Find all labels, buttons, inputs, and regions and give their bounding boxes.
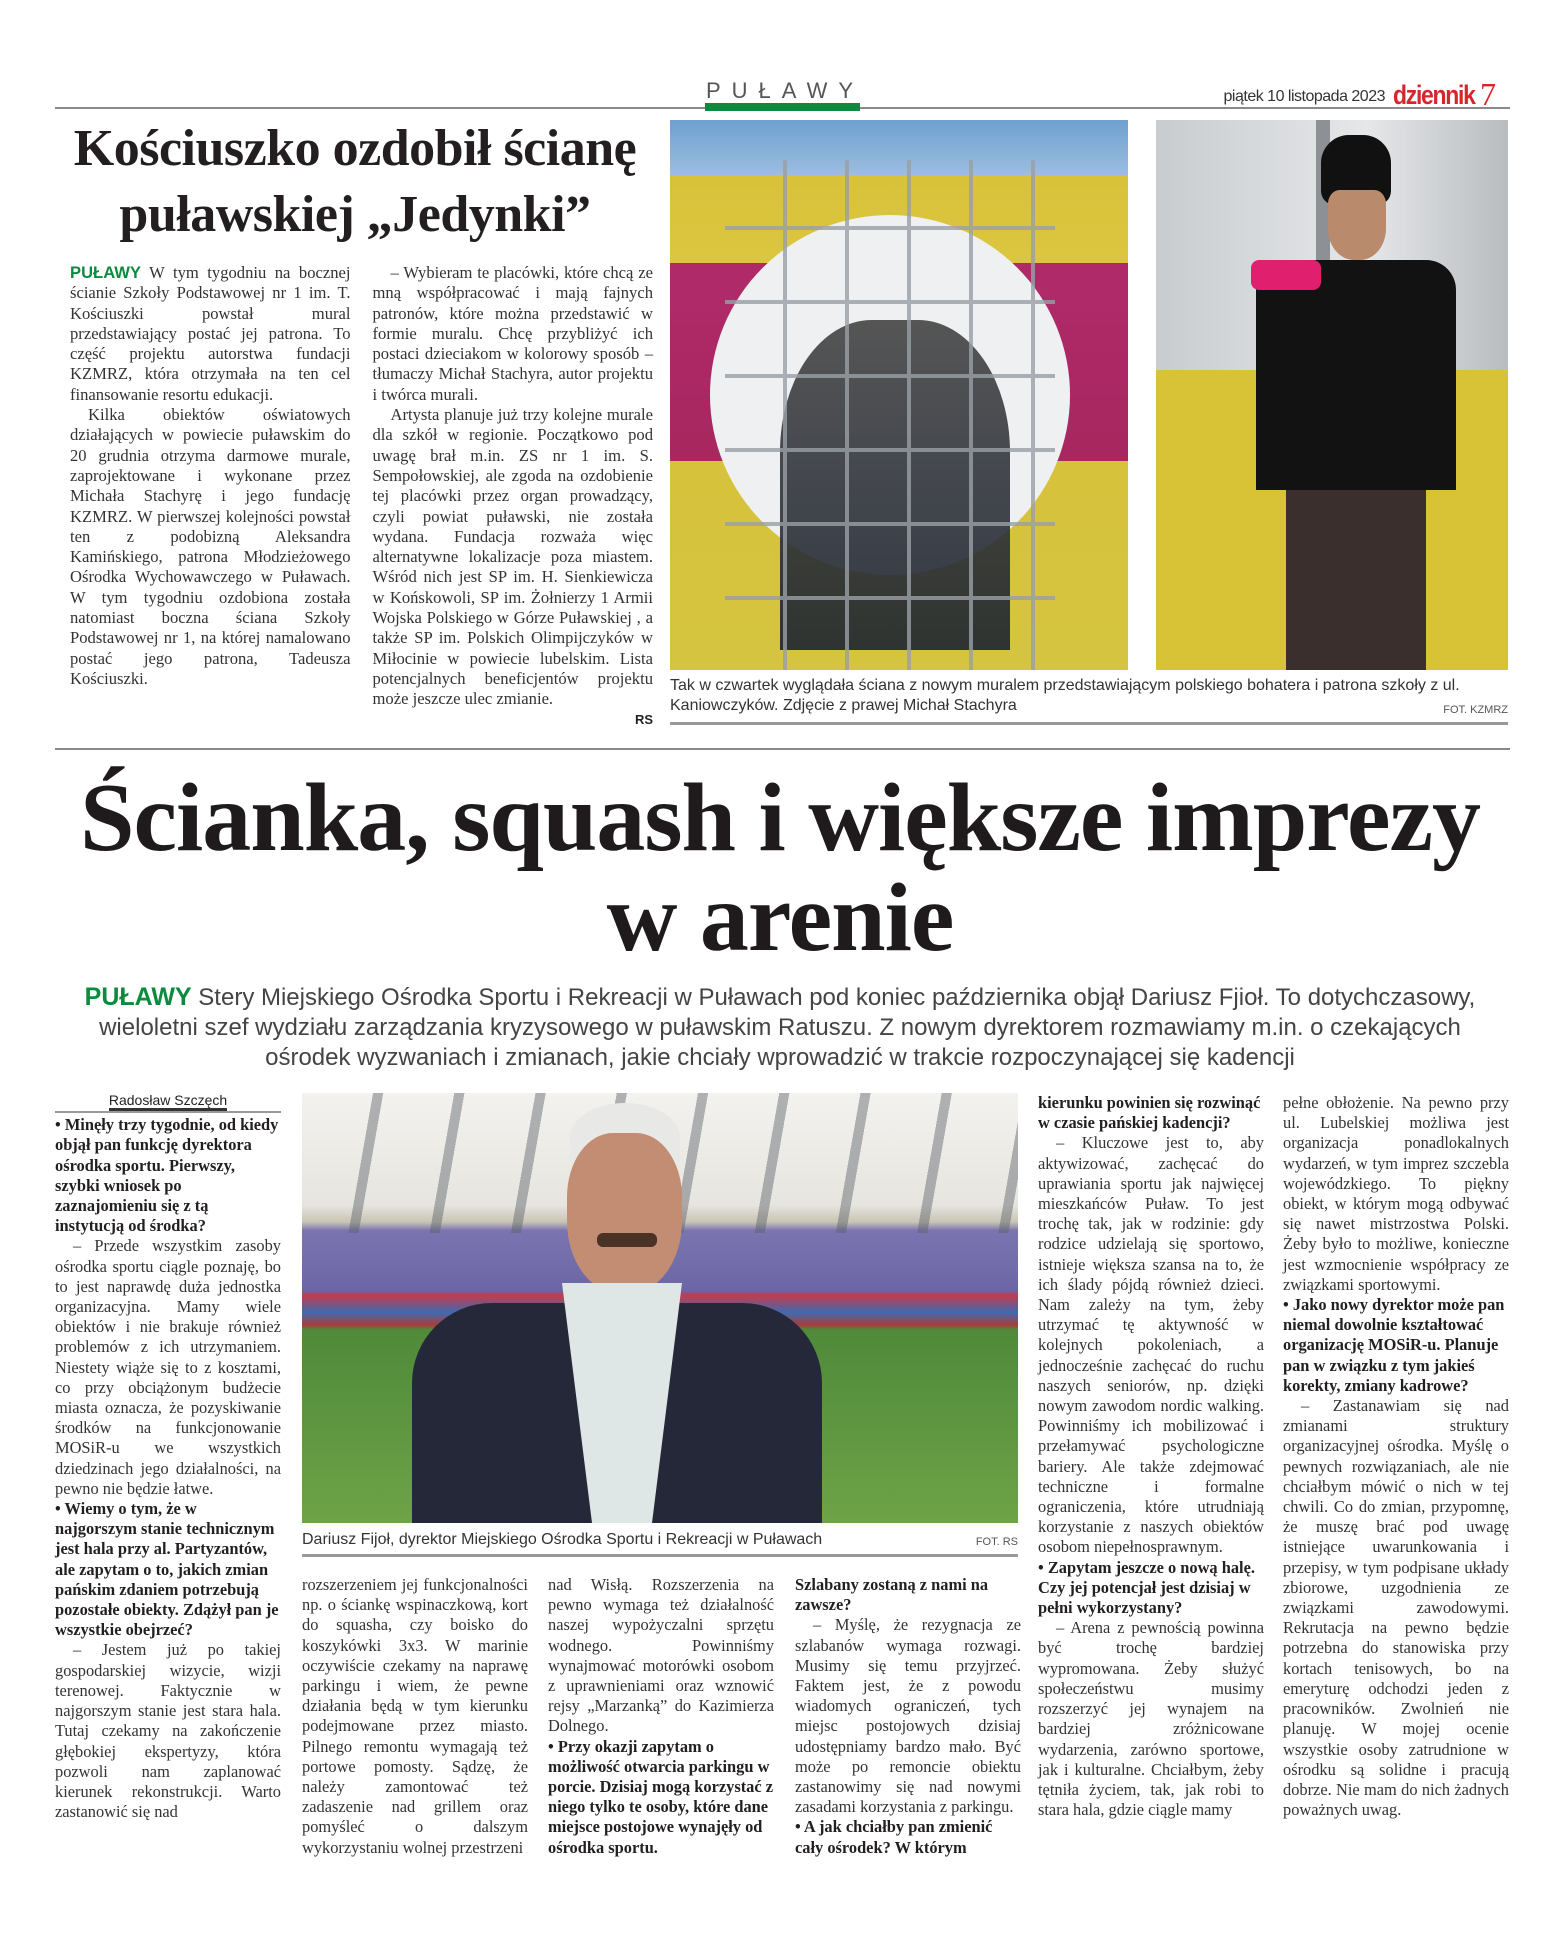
article2-dek bbox=[60, 982, 1500, 1073]
caption-rule-2 bbox=[302, 1554, 1018, 1557]
author-name: Radosław Szczęch bbox=[109, 1092, 227, 1111]
article1-headline: Kościuszko ozdobił ścianę puławskiej „Jedynki” bbox=[73, 120, 637, 243]
interview-answer: nad Wisłą. Rozszerzenia na pewno wymaga też działalność naszej wypożyczalni sprzętu wodnego. Powinniśmy wynajmować motorówki osobom z uprawnieniami oraz wznowić rejsy „Marzanką” do Kazimierza Dolnego. bbox=[548, 1575, 774, 1736]
article2-lead-place: PUŁAWY bbox=[84, 983, 192, 1011]
interview-column-6 bbox=[1283, 1093, 1509, 1820]
mural-photo-caption: Tak w czwartek wyglądała ściana z nowym muralem przedstawiającym polskiego bohatera i patrona szkoły z ul. Kaniowczyków. Zdjęcie z prawej Michał Stachyra bbox=[670, 677, 1460, 714]
director-photo-caption: Dariusz Fijoł, dyrektor Miejskiego Ośrodka Sportu i Rekreacji w Puławach bbox=[302, 1531, 823, 1548]
article1-paragraph-text: W tym tygodniu na bocznej ścianie Szkoły Podstawowej nr 1 im. T. Kościuszki powstał mural przedstawiający postać jej patrona. To część projektu autorstwa fundacji KZMRZ, która otrzymała na ten cel finansowanie resortu edukacji. bbox=[70, 263, 351, 404]
newspaper-logo: dziennik bbox=[1393, 80, 1475, 110]
mural-photo bbox=[670, 120, 1128, 670]
interview-question: • Przy okazji zapytam o możliwość otwarcia parkingu w porcie. Dzisiaj mogą korzystać z niego tylko te osoby, które dane miejsce postojowe wynajęły od ośrodka sportu. bbox=[548, 1736, 774, 1857]
interview-question: • A jak chciałby pan zmienić cały ośrodek? W którym bbox=[795, 1817, 993, 1857]
interview-column-5 bbox=[1038, 1093, 1264, 1820]
byline bbox=[55, 1090, 281, 1113]
section-underline bbox=[705, 103, 860, 111]
interview-question: • Jako nowy dyrektor może pan niemal dowolnie kształtować organizację MOSiR-u. Planuje pan w związku z tym jakieś korekty, zmiany kadrowe? bbox=[1283, 1295, 1505, 1395]
interview-column-4 bbox=[795, 1575, 1021, 1858]
interview-question: • Minęły trzy tygodnie, od kiedy objął pan funkcję dyrektora ośrodka sportu. Pierwszy, szybki wniosek po zaznajomieniu się z tą instytucją od środka? bbox=[55, 1115, 279, 1236]
interview-answer: pełne obłożenie. Na pewno przy ul. Lubelskiej możliwa jest organizacja ponadlokalnych wydarzeń, w tym imprez szczebla wojewódzkiego. To piękny obiekt, w którym mogą odbywać się nawet mistrzostwa Polski. Żeby było to możliwe, konieczne jest wzmocnienie współpracy ze związkami sportowymi. bbox=[1283, 1093, 1509, 1294]
artist-photo bbox=[1156, 120, 1508, 670]
article1 bbox=[70, 263, 653, 727]
interview-question: • Zapytam jeszcze o nową halę. Czy jej potencjał jest dzisiaj w pełni wykorzystany? bbox=[1038, 1557, 1255, 1618]
interview-answer: – Myślę, że rezygnacja ze szlabanów wymaga rozwagi. Musimy się temu przyjrzeć. Faktem jest, że z powodu wiadomych ograniczeń, tych miejsc postojowych dzisiaj udostępniamy bardzo mało. Być może po remoncie obiektu zastanowimy się nad nowymi zasadami korzystania z parkingu. bbox=[795, 1615, 1021, 1817]
mural-photo-credit: FOT. KZMRZ bbox=[1443, 704, 1508, 716]
interview-column-2 bbox=[302, 1575, 528, 1858]
interview-question: kierunku powinien się rozwinąć w czasie pańskiej kadencji? bbox=[1038, 1093, 1261, 1133]
interview-column-3 bbox=[548, 1575, 774, 1858]
interview-question: • Wiemy o tym, że w najgorszym stanie technicznym jest hala przy al. Partyzantów, ale zapytam o to, jakich zmian pańskim zdaniem potrzebują pozostałe obiekty. Zdążył pan je wszystkie obejrzeć? bbox=[55, 1499, 279, 1640]
caption-rule bbox=[670, 722, 1508, 725]
article-divider bbox=[55, 748, 1510, 750]
article1-paragraph bbox=[70, 263, 351, 405]
section-label: PUŁAWY bbox=[705, 78, 865, 103]
interview-answer: rozszerzeniem jej funkcjonalności np. o ściankę wspinaczkową, kort do squasha, czy boisko do koszykówki 3x3. W marinie oczywiście czekamy na naprawę parkingu i wiem, że pewne działania będą w tym kierunku podejmowane przez miasto. Pilnego remontu wymagają też portowe pomosty. Sądzę, że należy zamontować też zadaszenie nad grillem oraz pomyśleć o dalszym wykorzystaniu wolnej przestrzeni bbox=[302, 1575, 528, 1857]
article1-lead-place: PUŁAWY bbox=[70, 263, 141, 282]
issue-date: piątek 10 listopada 2023 bbox=[1223, 88, 1385, 105]
article2-dek-text: Stery Miejskiego Ośrodka Sportu i Rekreacji w Puławach pod koniec października objął Dariusz Fjioł. To dotychczasowy, wieloletni szef wydziału zarządzania kryzysowego w puławskim Ratuszu. Z nowym dyrektorem rozmawiamy m.in. o czekających ośrodek wyzwaniach i zmianach, jakie chciały wprowadzić w trakcie rozpoczynającej się kadencji bbox=[99, 984, 1476, 1071]
page-number: 7 bbox=[1480, 76, 1496, 112]
director-photo bbox=[302, 1093, 1018, 1523]
article1-body bbox=[70, 263, 653, 710]
article1-signature: RS bbox=[634, 711, 653, 727]
article2-headline: Ścianka, squash i większe imprezy w arenie bbox=[80, 764, 1480, 972]
interview-answer: – Przede wszystkim zasoby ośrodka sportu ciągle poznaję, bo to jest naprawdę duża jednostka organizacyjna. Mamy wiele obiektów i nie brakuje również problemów z ich utrzymaniem. Niestety wiąże się to z kosztami, co przy obciążonym budżecie miasta oznacza, że pozyskiwanie środków na funkcjonowanie MOSiR-u we wszystkich dziedzinach jego działalności, na pewno nie będzie łatwe. bbox=[55, 1236, 281, 1498]
article1-paragraph: Kilka obiektów oświatowych działających w powiecie puławskim do 20 grudnia otrzyma darmowe murale, zaprojektowane i wykonane przez Michała Stachyrę i jego fundację KZMRZ. W pierwszej kolejności powstał ten z podobizną Aleksandra Kamińskiego, patrona Młodzieżowego Ośrodka Wychowawczego w Puławach. W tym tygodniu ozdobiona została natomiast boczna ściana Szkoły Podstawowej nr 1, na której namalowano postać jego patrona, Tadeusza Kościuszki. bbox=[70, 405, 351, 688]
interview-answer: – Zastanawiam się nad zmianami struktury organizacyjnej ośrodka. Myślę o pewnych rozwiązaniach, ale nie chciałbym mówić o nich w tej chwili. Co do zmian, przypomnę, że muszę brać pod uwagę istniejące uwarunkowania i przepisy, w tym podpisane układy zbiorowe, uzgodnienia ze związkami zawodowymi. Rekrutacja na pewno będzie potrzebna do stanowiska przy kortach tenisowych, bo na emeryturę odchodzi jeden z pracowników. Zwolnień nie planuję. W mojej ocenie wszystkie osoby zatrudnione w ośrodku są solidne i pracują dobrze. Nie mam do nich żadnych poważnych uwag. bbox=[1283, 1396, 1509, 1820]
article1-paragraph: Artysta planuje już trzy kolejne murale dla szkół w regionie. Początkowo pod uwagę brał m.in. ZS nr 1 im. S. Sempołowskiej, ale zgoda na ozdobienie tej placówki przez organ prowadzący, czyli powiat puławski, nie została wydana. Fundacja rozważa więc alternatywne lokalizacje poza miastem. Wśród nich jest SP im. H. Sienkiewicza w Końskowoli, SP im. Żołnierzy 1 Armii Wojska Polskiego w Górze Puławskiej , a także SP im. Polskich Olimpijczyków w Miłocinie w powiecie lubelskim. Lista potencjalnych beneficjentów projektu może jeszcze ulec zmianie. bbox=[372, 405, 653, 709]
article1-paragraph: – Wybieram te placówki, które chcą ze mną współpracować i mają fajnych patronów, które można przedstawić w formie muralu. Chcę przybliżyć ich postaci dzieciakom w kolorowy sposób – tłumaczy Michał Stachyra, autor projektu i twórca murali. bbox=[372, 263, 653, 404]
interview-answer: – Kluczowe jest to, aby aktywizować, zachęcać do uprawiania sportu jak najwięcej mieszkańców Puław. To jest trochę tak, jak w rodzinie: gdy rodzice udzielają się sportowo, istnieje większa szansa na to, że ich ślady pójdą również dzieci. Nam zależy na tym, żeby utrzymać tę aktywność w kolejnych pokoleniach, a jednocześnie zachęcać do ruchu naszych seniorów, np. dzięki nowym zawodom nordic walking. Powinniśmy ich mobilizować i przełamywać psychologiczne bariery. Ale także zdejmować techniczne i formalne ograniczenia, które utrudniają korzystanie z naszych obiektów osobom niepełnosprawnym. bbox=[1038, 1133, 1264, 1557]
interview-answer: – Jestem już po takiej gospodarskiej wizycie, wizji terenowej. Faktycznie w najgorszym stanie jest stara hala. Tutaj czekamy na zakończenie głębokiej ekspertyzy, która pozwoli nam zaplanować kierunek rekonstrukcji. Warto zastanowić się nad bbox=[55, 1640, 281, 1822]
interview-question: Szlabany zostaną z nami na zawsze? bbox=[795, 1575, 989, 1615]
interview-column-1 bbox=[55, 1090, 281, 1822]
director-photo-credit: FOT. RS bbox=[975, 1536, 1018, 1548]
interview-answer: – Arena z pewnością powinna być trochę bardziej wypromowana. Żeby służyć społeczeństwu musimy rozszerzyć jej wynajem na bardziej zróżnicowane wydarzenia, zarówno sportowe, jak i kulturalne. Chciałbym, żeby tętniła życiem, tak, jak robi to stara hala, gdzie ciągle mamy bbox=[1038, 1618, 1264, 1820]
